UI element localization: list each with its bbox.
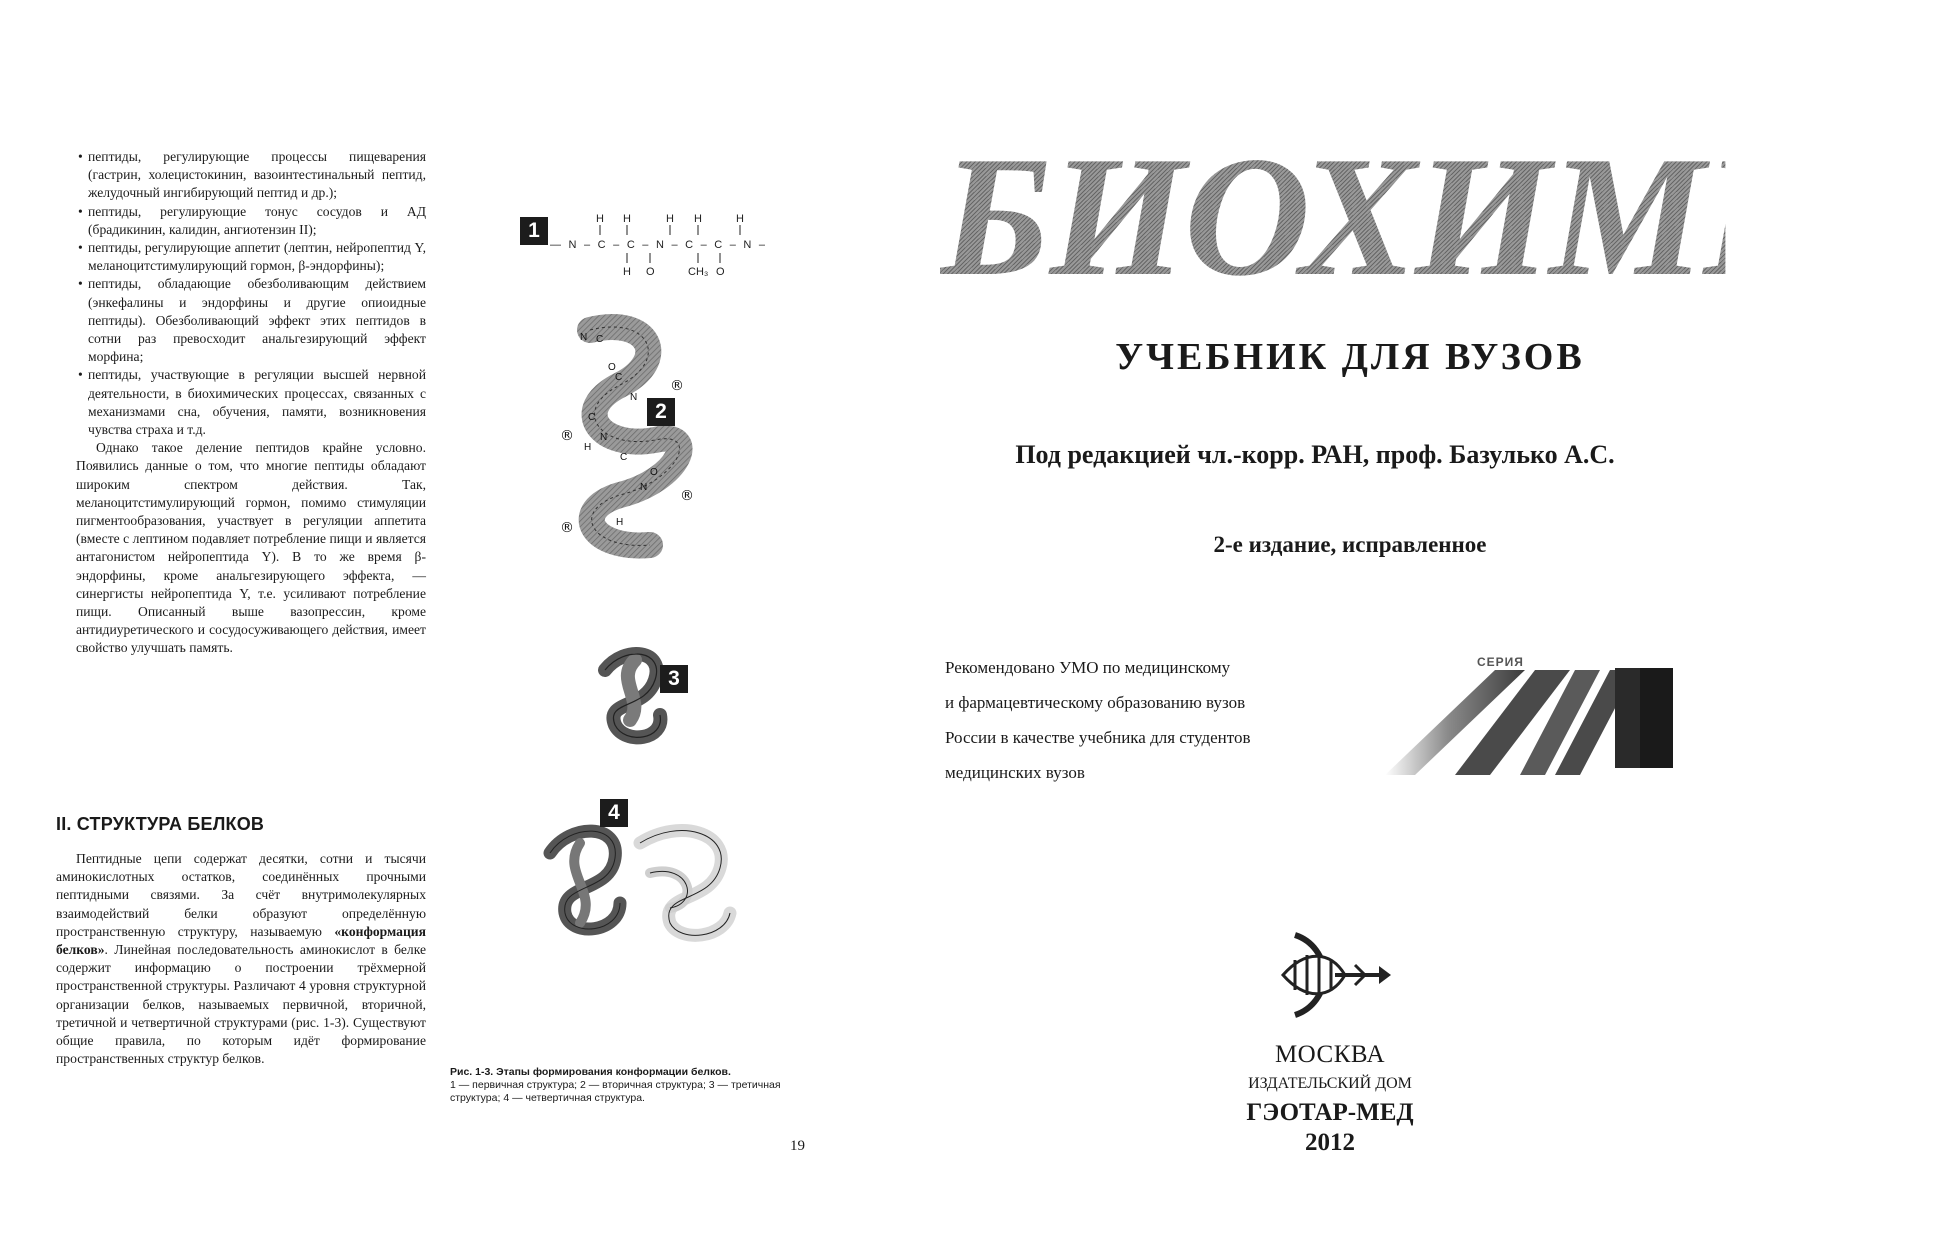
series-logo <box>1385 650 1685 780</box>
caption-title: Рис. 1-3. Этапы формирования конформации белков. <box>450 1066 731 1078</box>
figure-caption <box>450 1066 820 1105</box>
caption-text: 1 — первичная структура; 2 — вторичная структура; 3 — третичная структура; 4 — четвертичная структура. <box>450 1079 781 1104</box>
helix-atom: N <box>580 332 588 343</box>
peptide-list <box>76 148 426 439</box>
list-item: • пептиды, регулирующие тонус сосудов и АД (брадикинин, калидин, ангиотензин II); <box>76 203 426 239</box>
section-text-part: . Линейная последовательность аминокислот в белке содержит информацию о построении трёхмерной пространственной структуры. Различают 4 уровня структурной организации белков, называемых первичной, вторичной, третичной и четвертичной структурами (рис. 1-3). Существуют общие правила, по которым идёт формирование пространственных структур белков. <box>56 942 426 1067</box>
r-group-marker: ® <box>560 428 574 444</box>
helix-atom: C <box>620 452 628 463</box>
chem-chain: —N–C–C–N–C–C–N– <box>550 239 765 251</box>
helix-atom: C <box>615 372 623 383</box>
chem-atom: CH₃ <box>688 266 709 278</box>
primary-structure-formula <box>550 205 850 285</box>
figure-label-1: 1 <box>520 217 548 245</box>
recommendation-line: медицинских вузов <box>945 763 1085 782</box>
figure-label-3: 3 <box>660 665 688 693</box>
chem-atom: H <box>596 213 604 225</box>
recommendation-block <box>945 650 1345 790</box>
helix-atom: H <box>616 517 624 528</box>
r-group-marker: ® <box>560 520 574 536</box>
recommendation-line: Рекомендовано УМО по медицинскому <box>945 658 1231 677</box>
recommendation-line: и фармацевтическому образованию вузов <box>945 693 1246 712</box>
imprint-city: МОСКВА <box>1274 1041 1386 1068</box>
imprint-year: 2012 <box>1305 1129 1355 1156</box>
helix-atom: N <box>600 432 608 443</box>
chem-atom: H <box>623 266 631 278</box>
list-item: • пептиды, регулирующие процессы пищеварения (гастрин, холецистокинин, вазоинтестинальный пептид, желудочный ингибирующий пептид и др.); <box>76 148 426 203</box>
helix-atom: C <box>588 412 596 423</box>
list-item: • пептиды, участвующие в регуляции высшей нервной деятельности, в биохимических процессах, связанных с механизмами сна, обучения, памяти, возникновения чувства страха и т.д. <box>76 366 426 439</box>
chem-atom: O <box>716 266 725 278</box>
series-logo-text: СЕРИЯ <box>1477 655 1524 669</box>
helix-atom: O <box>650 467 658 478</box>
section-term: «конформация белков» <box>56 923 426 958</box>
alpha-helix-illustration <box>560 320 730 580</box>
chem-atom: H <box>694 213 702 225</box>
helix-atom: H <box>584 442 592 453</box>
section-text-part: Пептидные цепи содержат десятки, сотни и тысячи аминокислотных остатков, соединённых прочными пептидными связями. За счёт внутримолекулярных взаимодействий белки образуют определённую пространственную структуру, называемую <box>56 851 426 939</box>
book-subtitle: УЧЕБНИК ДЛЯ ВУЗОВ <box>1115 336 1585 378</box>
page-number: 19 <box>790 1138 805 1154</box>
edition-line: 2-е издание, исправленное <box>1213 532 1487 557</box>
section-heading: II. СТРУКТУРА БЕЛКОВ <box>56 814 265 834</box>
chem-atom: H <box>736 213 744 225</box>
figure-label-2: 2 <box>647 398 675 426</box>
helix-atom: O <box>608 362 616 373</box>
helix-atom: N <box>640 482 648 493</box>
r-group-marker: ® <box>670 378 684 394</box>
chem-atom: H <box>623 213 631 225</box>
figure-label-4: 4 <box>600 799 628 827</box>
section-paragraph <box>56 850 426 1068</box>
list-item: • пептиды, обладающие обезболивающим действием (энкефалины и эндорфины и другие опиоидные пептиды). Обезболивающий эффект этих пептидов в сотни раз превосходит анальгезирующий эффект морфина; <box>76 275 426 366</box>
imprint-publisher: ГЭОТАР-МЕД <box>1246 1099 1414 1126</box>
chem-atom: O <box>646 266 655 278</box>
chem-atom: H <box>666 213 674 225</box>
publisher-imprint <box>1150 1040 1510 1158</box>
quaternary-structure-illustration <box>520 813 750 953</box>
r-group-marker: ® <box>680 488 694 504</box>
protein-structure-figure <box>520 205 820 1045</box>
tertiary-structure-illustration <box>585 640 695 750</box>
recommendation-line: России в качестве учебника для студентов <box>945 728 1251 747</box>
imprint-house: ИЗДАТЕЛЬСКИЙ ДОМ <box>1248 1075 1412 1092</box>
book-title: БИОХИМИЯ <box>940 122 1956 312</box>
helix-atom: C <box>596 334 604 345</box>
editor-line: Под редакцией чл.-корр. РАН, проф. Базулько А.С. <box>1015 440 1615 469</box>
helix-atom: N <box>630 392 638 403</box>
left-text-column <box>76 148 426 658</box>
body-paragraph: Однако такое деление пептидов крайне условно. Появились данные о том, что многие пептиды обладают широким спектром действия. Так, меланоцитстимулирующий гормон, помимо стимуляции пигментообразования, участвует в регуляции аппетита (вместе с лептином подавляет потребление пищи и является антагонистом нейропептида Y). В то же время β-эндорфины, кроме анальгезирующего эффекта, — синергисты нейропептида Y, т.е. усиливают потребление пищи. Описанный выше вазопрессин, кроме антидиуретического и сосудосуживающего действия, имеет свойство улучшать память. <box>76 440 426 656</box>
list-item: • пептиды, регулирующие аппетит (лептин, нейропептид Y, меланоцитстимулирующий гормон, β-эндорфины); <box>76 239 426 275</box>
publisher-logo <box>1275 930 1391 1020</box>
